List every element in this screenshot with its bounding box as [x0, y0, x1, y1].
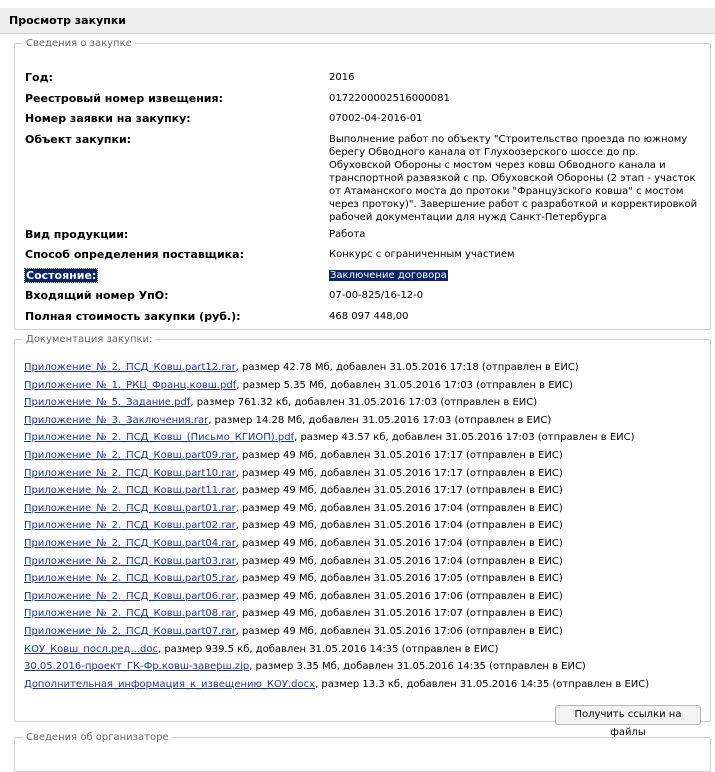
- document-meta: , размер 49 Мб, добавлен 31.05.2016 17:04 (отправлен в ЕИС): [235, 520, 563, 532]
- document-item: [24, 482, 563, 499]
- document-item: [24, 377, 573, 394]
- incoming-number-label: Входящий номер УпО:: [25, 289, 169, 302]
- object-value: Выполнение работ по объекту "Строительство проезда по южному берегу Обводного канала от Глухоозерского шоссе до пр. Обуховской Обороны с мостом через ковш Обводного канала и транспортной развязкой с пр. Обуховской Обороны (2 этап - участок от Атаманского моста до протоки "Французского ковша" с мостом через протоку)". Завершение работ с разработкой и корректировкой рабочей документации для нужд Санкт-Петербурга: [329, 134, 698, 223]
- document-link[interactable]: Приложение_№_2._ПСД_Ковш.part10.rar: [24, 467, 236, 479]
- document-meta: , размер 43.57 кб, добавлен 31.05.2016 17:03 (отправлен в ЕИС): [294, 432, 635, 444]
- document-meta: , размер 49 Мб, добавлен 31.05.2016 17:17 (отправлен в ЕИС): [235, 467, 563, 479]
- year-value: 2016: [329, 72, 355, 83]
- application-number-value: 07002-04-2016-01: [329, 113, 423, 124]
- document-link[interactable]: Приложение_№_2._ПСД_Ковш.part04.rar: [24, 538, 236, 549]
- document-link[interactable]: Приложение_№_2._ПСД_Ковш.part07.rar: [24, 626, 236, 637]
- document-item: [24, 570, 563, 587]
- product-type-value: Работа: [329, 229, 366, 240]
- document-meta: , размер 49 Мб, добавлен 31.05.2016 17:04 (отправлен в ЕИС): [235, 502, 563, 514]
- document-link[interactable]: Дополнительная_информация_к_извещению_КОУ.docx: [24, 678, 316, 690]
- document-item: [24, 412, 551, 429]
- document-meta: , размер 3.35 Мб, добавлен 31.05.2016 14:35 (отправлен в ЕИС): [249, 661, 586, 673]
- document-item: [24, 500, 563, 517]
- document-item: [24, 465, 563, 482]
- document-meta: , размер 49 Мб, добавлен 31.05.2016 17:05 (отправлен в ЕИС): [235, 573, 563, 585]
- organizer-section: [14, 732, 711, 772]
- incoming-number-value: 07-00-825/16-12-0: [329, 290, 424, 301]
- document-item: [24, 359, 579, 376]
- supplier-method-value: Конкурс с ограниченным участием: [329, 249, 515, 260]
- document-meta: , размер 49 Мб, добавлен 31.05.2016 17:06 (отправлен в ЕИС): [235, 626, 563, 637]
- product-type-label: Вид продукции:: [25, 228, 129, 241]
- document-link[interactable]: Приложение_№_2._ПСД_Ковш.part08.rar: [24, 608, 236, 620]
- document-link[interactable]: Приложение_№_2._ПСД_Ковш.part05.rar: [24, 573, 236, 585]
- get-file-links-button[interactable]: Получить ссылки на файлы: [555, 705, 701, 725]
- document-link[interactable]: Приложение_№_2._ПСД_Ковш.part02.rar: [24, 520, 236, 532]
- year-label: Год:: [25, 71, 53, 84]
- registry-number-label: Реестровый номер извещения:: [25, 92, 223, 105]
- object-label: Объект закупки:: [25, 133, 132, 146]
- document-item: [24, 588, 563, 605]
- document-item: [24, 676, 649, 693]
- document-item: [24, 658, 586, 675]
- state-label: Состояние:: [26, 269, 97, 282]
- document-item: [24, 605, 563, 622]
- total-cost-value: 468 097 448,00: [329, 311, 409, 322]
- document-meta: , размер 939.5 кб, добавлен 31.05.2016 14:35 (отправлен в ЕИС): [157, 643, 499, 655]
- document-link[interactable]: Приложение_№_2._ПСД_Ковш.part03.rar: [24, 555, 236, 567]
- purchase-info-section: [14, 38, 711, 330]
- document-link[interactable]: Приложение_№_2._ПСД_Ковш.part12.rar: [24, 362, 236, 373]
- organizer-legend: Сведения об организаторе: [26, 732, 169, 743]
- document-item: [24, 517, 563, 534]
- document-meta: , размер 761.32 кб, добавлен 31.05.2016 17:03 (отправлен в ЕИС): [190, 397, 538, 409]
- document-item: [24, 535, 563, 552]
- document-item: [24, 623, 563, 640]
- document-item: [24, 429, 635, 446]
- document-meta: , размер 49 Мб, добавлен 31.05.2016 17:17 (отправлен в ЕИС): [235, 450, 563, 461]
- document-item: [24, 553, 563, 570]
- document-link[interactable]: КОУ_Ковш_посл.ред...doc: [24, 643, 158, 655]
- document-item: [24, 447, 563, 464]
- document-link[interactable]: Приложение_№_5._Задание.pdf: [24, 397, 191, 409]
- document-link[interactable]: Приложение_№_2._ПСД_Ковш_(Письмо_КГИОП).pdf: [24, 432, 295, 444]
- document-link[interactable]: Приложение_№_2._ПСД_Ковш.part09.rar: [24, 450, 236, 461]
- document-meta: , размер 49 Мб, добавлен 31.05.2016 17:07 (отправлен в ЕИС): [235, 608, 563, 620]
- document-link[interactable]: Приложение_№_2._ПСД_Ковш.part01.rar: [24, 502, 236, 514]
- document-item: [24, 394, 537, 411]
- total-cost-label: Полная стоимость закупки (руб.):: [25, 310, 241, 323]
- document-meta: , размер 49 Мб, добавлен 31.05.2016 17:04 (отправлен в ЕИС): [235, 555, 563, 567]
- application-number-label: Номер заявки на закупку:: [25, 112, 191, 125]
- registry-number-value: 0172200002516000081: [329, 93, 450, 104]
- document-meta: , размер 49 Мб, добавлен 31.05.2016 17:04 (отправлен в ЕИС): [235, 538, 563, 549]
- document-meta: , размер 49 Мб, добавлен 31.05.2016 17:06 (отправлен в ЕИС): [235, 590, 563, 602]
- document-meta: , размер 5.35 Мб, добавлен 31.05.2016 17:03 (отправлен в ЕИС): [236, 379, 573, 391]
- document-link[interactable]: Приложение_№_1._РКЦ_Франц.ковш.pdf: [24, 379, 237, 391]
- document-link[interactable]: 30.05.2016-проект_ГК-Фр.ковш-заверш.zip: [24, 661, 250, 673]
- supplier-method-label: Способ определения поставщика:: [25, 248, 244, 261]
- purchase-info-legend: Сведения о закупке: [26, 38, 132, 49]
- document-meta: , размер 14.28 Мб, добавлен 31.05.2016 17:03 (отправлен в ЕИС): [208, 414, 552, 426]
- document-meta: , размер 13.3 кб, добавлен 31.05.2016 14:35 (отправлен в ЕИС): [315, 678, 650, 690]
- document-link[interactable]: Приложение_№_3._Заключения.rar: [24, 414, 209, 426]
- document-meta: , размер 49 Мб, добавлен 31.05.2016 17:17 (отправлен в ЕИС): [235, 485, 563, 497]
- page-title: Просмотр закупки: [0, 8, 715, 34]
- state-value: Заключение договора: [330, 270, 447, 281]
- document-link[interactable]: Приложение_№_2._ПСД_Ковш.part11.rar: [24, 485, 236, 497]
- documentation-legend: Документация закупки:: [26, 334, 153, 345]
- document-item: [24, 641, 498, 658]
- document-meta: , размер 42.78 Мб, добавлен 31.05.2016 17:18 (отправлен в ЕИС): [235, 362, 579, 373]
- document-link[interactable]: Приложение_№_2._ПСД_Ковш.part06.rar: [24, 590, 236, 602]
